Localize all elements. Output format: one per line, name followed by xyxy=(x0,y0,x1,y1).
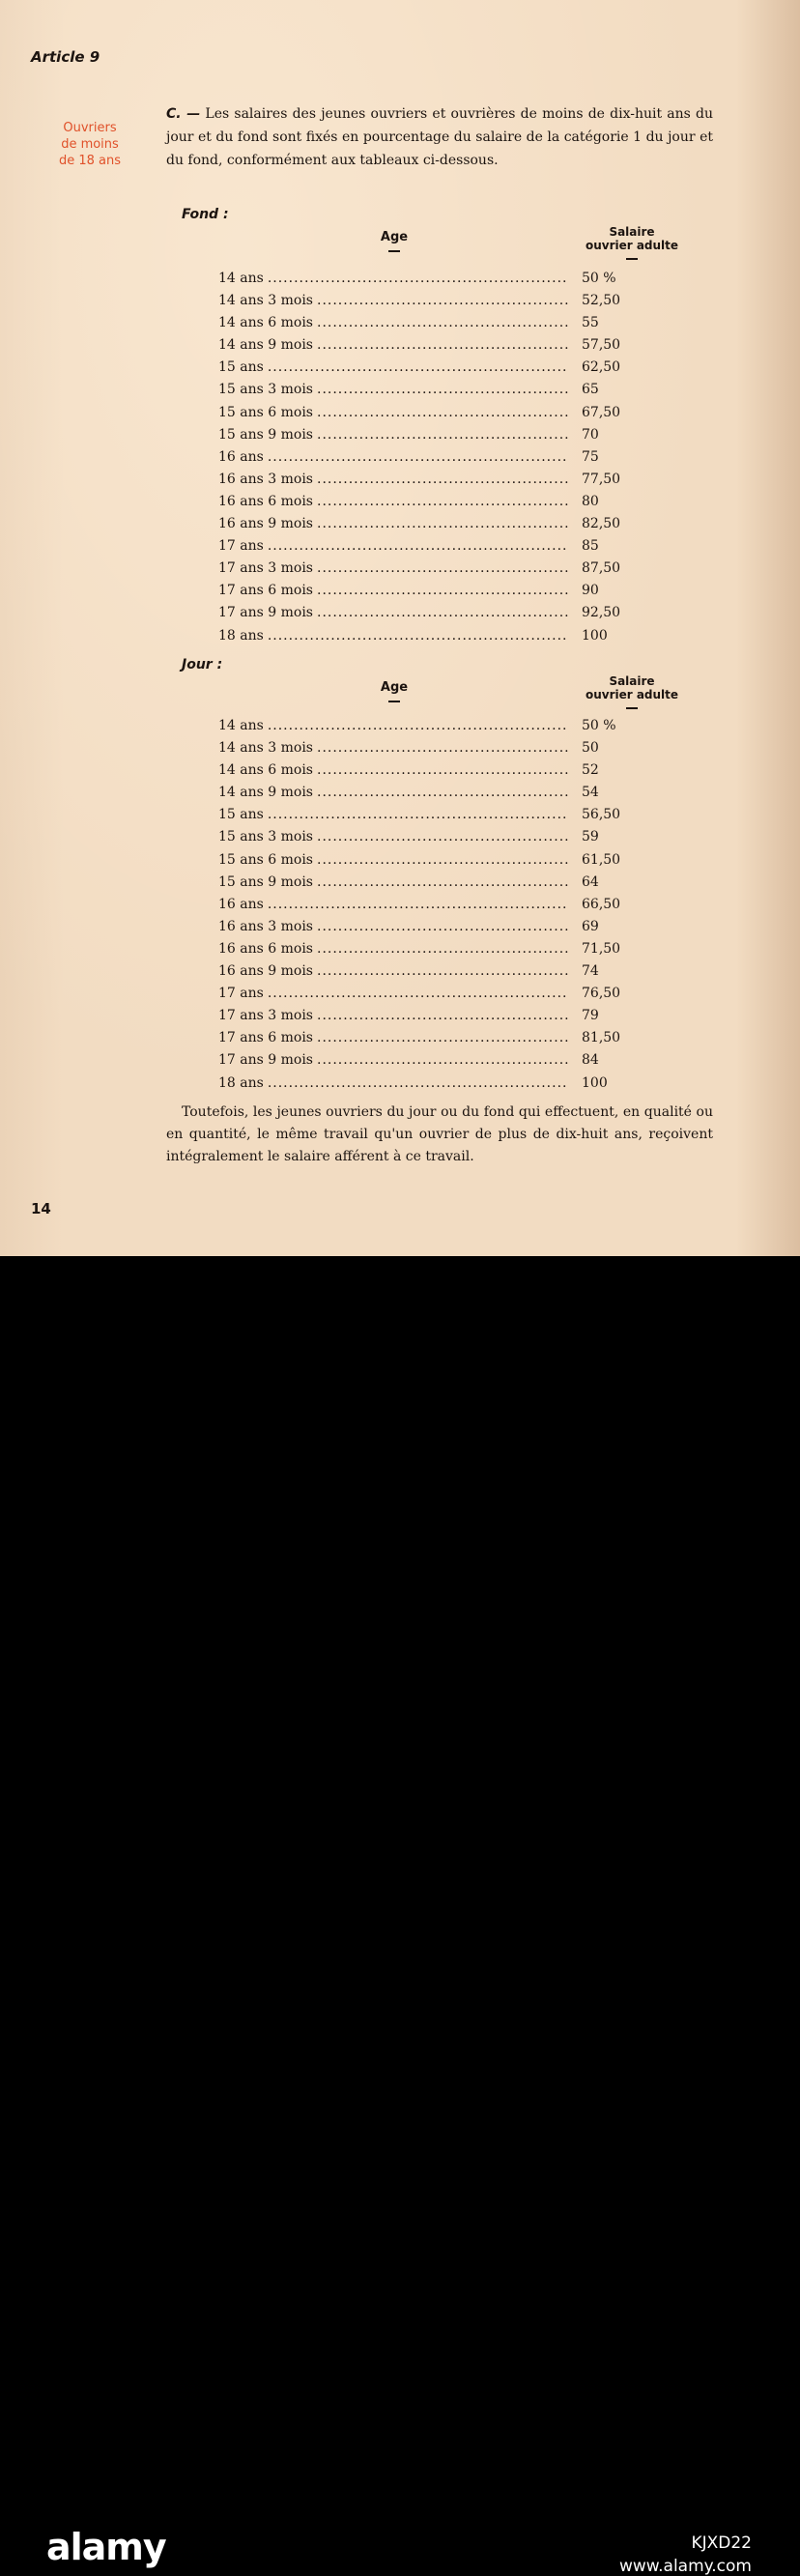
table-row xyxy=(218,583,663,605)
table-row xyxy=(218,762,663,785)
dot-leader xyxy=(317,963,568,979)
dot-leader xyxy=(268,986,568,1001)
row-salary: 69 xyxy=(582,918,599,934)
table-row xyxy=(218,516,663,538)
fond-label: Fond : xyxy=(182,207,229,222)
row-age: 14 ans 6 mois xyxy=(218,762,313,779)
dot-leader xyxy=(317,382,568,397)
jour-table xyxy=(218,718,663,1098)
dot-leader xyxy=(317,516,568,531)
page-number: 14 xyxy=(31,1200,51,1217)
row-salary: 85 xyxy=(582,538,599,555)
row-age: 18 ans xyxy=(218,1074,264,1091)
row-salary: 71,50 xyxy=(582,940,621,957)
intro-text: Les salaires des jeunes ouvriers et ouvrières de moins de dix-huit ans du jour et du fond sont fixés en pourcentage du salaire de la catégorie 1 du jour et du fond, conformément aux tableaux ci-dessous. xyxy=(166,106,714,168)
row-age: 14 ans 3 mois xyxy=(218,293,313,309)
row-salary: 65 xyxy=(582,382,599,398)
row-salary: 92,50 xyxy=(582,605,621,621)
dot-leader xyxy=(317,427,568,443)
table-row xyxy=(218,605,663,627)
table-row xyxy=(218,1075,663,1098)
row-age: 16 ans 9 mois xyxy=(218,963,313,980)
jour-col-age xyxy=(367,680,421,702)
table-row xyxy=(218,494,663,516)
row-salary: 52,50 xyxy=(582,293,621,309)
row-age: 15 ans xyxy=(218,359,264,376)
dot-leader xyxy=(268,538,568,554)
row-salary: 75 xyxy=(582,448,599,465)
table-row xyxy=(218,897,663,919)
table-row xyxy=(218,293,663,315)
row-salary: 57,50 xyxy=(582,337,621,354)
row-salary: 81,50 xyxy=(582,1030,621,1046)
dot-leader xyxy=(317,472,568,487)
row-age: 17 ans 3 mois xyxy=(218,1008,313,1024)
table-row xyxy=(218,919,663,941)
dot-leader xyxy=(317,560,568,576)
margin-note-line: de 18 ans xyxy=(58,154,122,168)
watermark-image-id: KJXD22 xyxy=(691,2533,752,2553)
row-age: 15 ans 3 mois xyxy=(218,382,313,398)
table-row xyxy=(218,718,663,740)
row-salary: 55 xyxy=(582,315,599,331)
column-dash xyxy=(388,701,400,702)
table-row xyxy=(218,427,663,449)
table-row xyxy=(218,405,663,427)
row-age: 15 ans xyxy=(218,807,264,823)
watermark-site: www.alamy.com xyxy=(618,2557,752,2576)
table-row xyxy=(218,986,663,1008)
dot-leader xyxy=(268,718,568,733)
table-row xyxy=(218,382,663,404)
row-salary: 54 xyxy=(582,785,599,801)
dot-leader xyxy=(317,919,568,934)
row-age: 17 ans 6 mois xyxy=(218,1030,313,1046)
table-row xyxy=(218,315,663,337)
table-row xyxy=(218,472,663,494)
table-row xyxy=(218,740,663,762)
column-dash xyxy=(626,707,638,709)
dot-leader xyxy=(317,740,568,756)
table-row xyxy=(218,337,663,359)
row-salary: 79 xyxy=(582,1008,599,1024)
row-salary: 76,50 xyxy=(582,986,621,1002)
row-age: 16 ans xyxy=(218,448,264,465)
fond-col-age-label: Age xyxy=(380,230,409,244)
row-salary: 84 xyxy=(582,1052,599,1069)
jour-label: Jour : xyxy=(182,657,223,673)
dot-leader xyxy=(268,1075,568,1091)
row-age: 17 ans xyxy=(218,538,264,555)
row-salary: 50 % xyxy=(582,718,616,733)
article-heading: Article 9 xyxy=(31,48,100,66)
row-salary: 50 % xyxy=(582,271,616,286)
dot-leader xyxy=(317,1052,568,1068)
table-row xyxy=(218,852,663,874)
dot-leader xyxy=(268,628,568,644)
row-age: 15 ans 6 mois xyxy=(218,404,313,420)
row-age: 16 ans 3 mois xyxy=(218,471,313,487)
dot-leader xyxy=(317,405,568,420)
row-salary: 74 xyxy=(582,963,599,980)
dot-leader xyxy=(317,1030,568,1045)
row-age: 14 ans 6 mois xyxy=(218,315,313,331)
row-age: 16 ans 3 mois xyxy=(218,918,313,934)
document-page xyxy=(0,0,800,1256)
margin-note-line: de moins xyxy=(61,137,119,152)
row-salary: 100 xyxy=(582,1074,608,1091)
row-salary: 90 xyxy=(582,583,599,599)
fond-col-salary xyxy=(576,225,688,260)
jour-col-salary-line: Salaire xyxy=(609,674,655,688)
row-age: 16 ans 6 mois xyxy=(218,493,313,509)
table-row xyxy=(218,560,663,583)
closing-paragraph: Toutefois, les jeunes ouvriers du jour ou du fond qui effectuent, en qualité ou en quantité, le même travail qu'un ouvrier de plus de dix-huit ans, reçoivent intégralement le salaire afférent à ce travail. xyxy=(166,1104,713,1164)
jour-col-age-label: Age xyxy=(380,680,409,695)
dot-leader xyxy=(268,897,568,912)
intro-paragraph xyxy=(166,102,713,172)
row-age: 14 ans 9 mois xyxy=(218,337,313,354)
dot-leader xyxy=(317,762,568,778)
row-salary: 64 xyxy=(582,873,599,890)
row-age: 16 ans 9 mois xyxy=(218,516,313,532)
table-row xyxy=(218,359,663,382)
row-salary: 77,50 xyxy=(582,471,621,487)
table-row xyxy=(218,807,663,829)
dot-leader xyxy=(317,785,568,800)
table-row xyxy=(218,1008,663,1030)
dot-leader xyxy=(268,449,568,465)
row-salary: 62,50 xyxy=(582,359,621,376)
jour-col-salary xyxy=(576,674,688,709)
row-age: 15 ans 9 mois xyxy=(218,426,313,443)
row-age: 18 ans xyxy=(218,627,264,644)
table-row xyxy=(218,271,663,293)
intro-lead: C. — xyxy=(166,106,201,122)
row-age: 15 ans 6 mois xyxy=(218,851,313,868)
table-row xyxy=(218,449,663,472)
row-salary: 67,50 xyxy=(582,404,621,420)
fond-table xyxy=(218,271,663,650)
row-age: 17 ans 3 mois xyxy=(218,560,313,577)
column-dash xyxy=(626,258,638,260)
row-salary: 61,50 xyxy=(582,851,621,868)
dot-leader xyxy=(317,583,568,598)
row-salary: 82,50 xyxy=(582,516,621,532)
dot-leader xyxy=(317,852,568,868)
row-age: 15 ans 9 mois xyxy=(218,873,313,890)
table-row xyxy=(218,785,663,807)
table-row xyxy=(218,963,663,986)
dot-leader xyxy=(317,337,568,353)
row-age: 14 ans 9 mois xyxy=(218,785,313,801)
row-salary: 59 xyxy=(582,829,599,845)
dot-leader xyxy=(317,494,568,509)
table-row xyxy=(218,941,663,963)
dot-leader xyxy=(317,941,568,957)
row-salary: 70 xyxy=(582,426,599,443)
dot-leader xyxy=(317,829,568,844)
row-age: 17 ans 9 mois xyxy=(218,1052,313,1069)
dot-leader xyxy=(268,359,568,375)
margin-note-line: Ouvriers xyxy=(63,121,117,135)
row-age: 17 ans 6 mois xyxy=(218,583,313,599)
fond-col-salary-line: Salaire xyxy=(609,225,655,239)
table-row xyxy=(218,538,663,560)
row-salary: 100 xyxy=(582,627,608,644)
column-dash xyxy=(388,250,400,252)
row-salary: 56,50 xyxy=(582,807,621,823)
row-age: 14 ans xyxy=(218,271,264,286)
row-age: 16 ans xyxy=(218,896,264,912)
dot-leader xyxy=(268,807,568,822)
jour-col-salary-line: ouvrier adulte xyxy=(585,688,679,701)
watermark-bar xyxy=(0,1256,800,2576)
dot-leader xyxy=(317,874,568,890)
fond-col-age xyxy=(367,230,421,252)
table-row xyxy=(218,1030,663,1052)
table-row xyxy=(218,829,663,851)
row-age: 14 ans 3 mois xyxy=(218,740,313,757)
row-salary: 50 xyxy=(582,740,599,757)
table-row xyxy=(218,874,663,897)
table-row xyxy=(218,628,663,650)
dot-leader xyxy=(317,1008,568,1023)
dot-leader xyxy=(317,605,568,620)
dot-leader xyxy=(317,293,568,308)
row-age: 15 ans 3 mois xyxy=(218,829,313,845)
row-salary: 87,50 xyxy=(582,560,621,577)
watermark-logo: alamy xyxy=(46,2526,166,2568)
row-salary: 52 xyxy=(582,762,599,779)
row-age: 17 ans xyxy=(218,986,264,1002)
row-salary: 80 xyxy=(582,493,599,509)
table-row xyxy=(218,1052,663,1074)
dot-leader xyxy=(317,315,568,330)
row-age: 16 ans 6 mois xyxy=(218,940,313,957)
dot-leader xyxy=(268,271,568,286)
row-age: 14 ans xyxy=(218,718,264,733)
margin-note xyxy=(37,120,143,169)
fond-col-salary-line: ouvrier adulte xyxy=(585,239,679,252)
row-salary: 66,50 xyxy=(582,896,621,912)
row-age: 17 ans 9 mois xyxy=(218,605,313,621)
